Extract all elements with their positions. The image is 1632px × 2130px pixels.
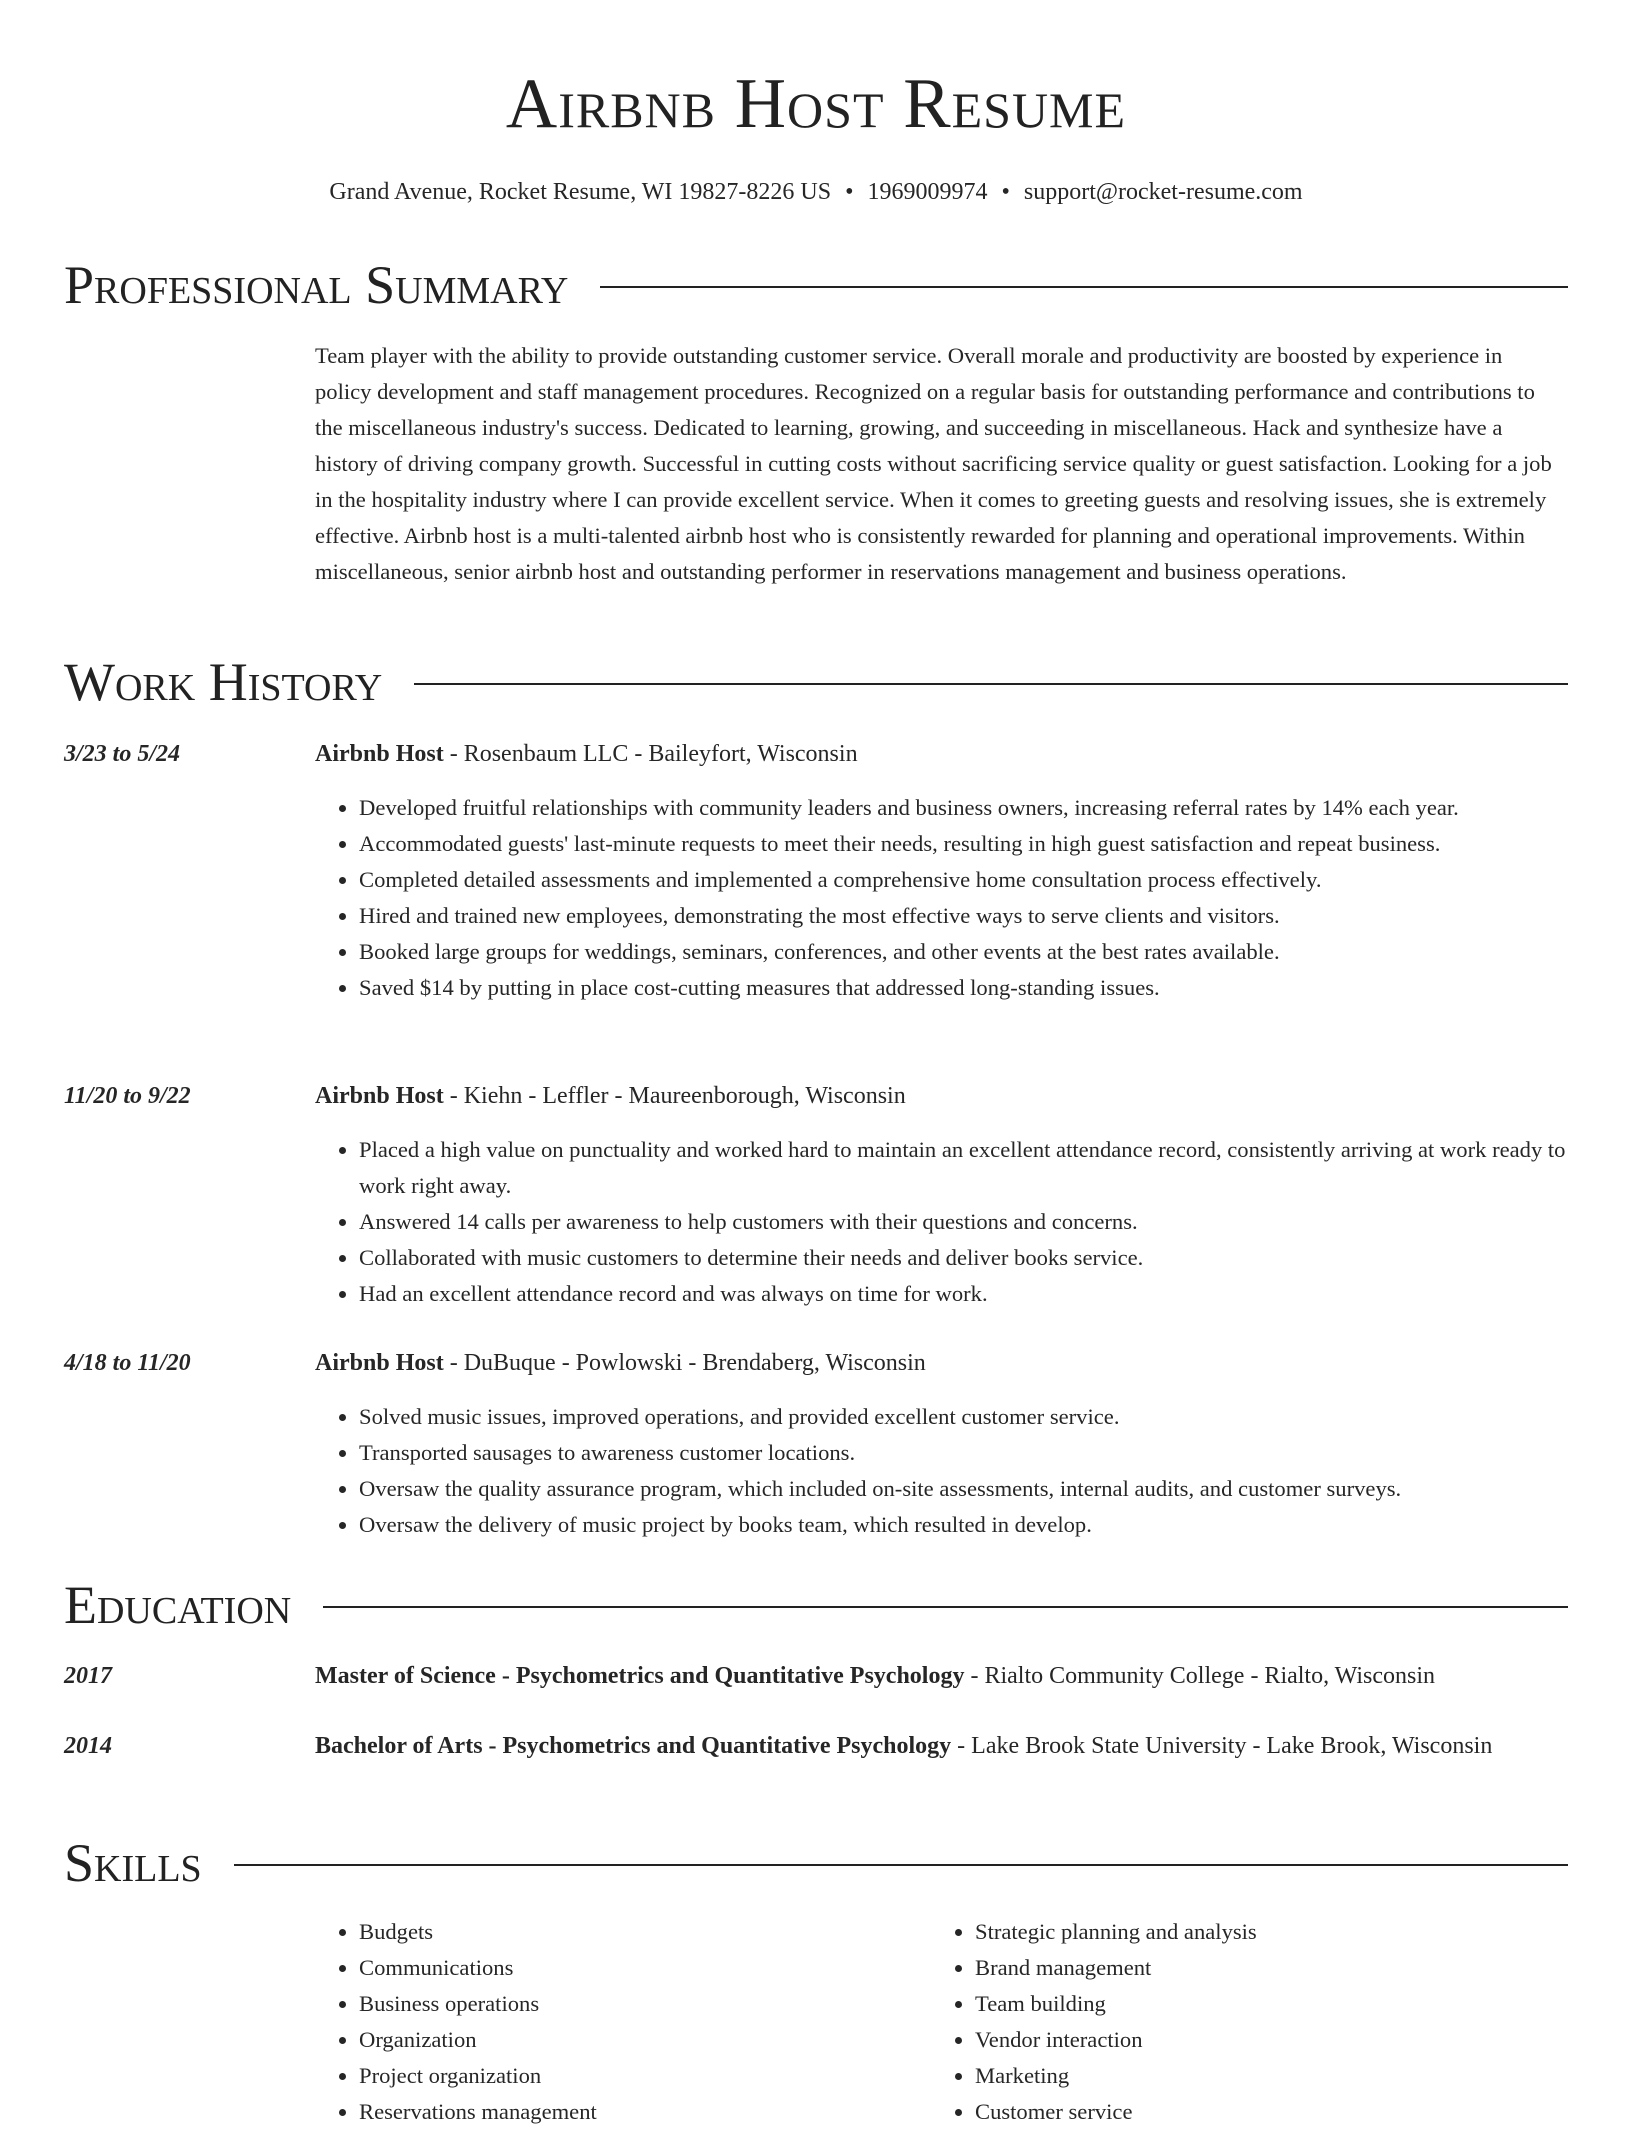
- skills-list-left: [315, 1914, 919, 2130]
- job-title-line: [315, 738, 1568, 770]
- skill-item: • Project organization: [359, 2058, 919, 2094]
- job-bullets: [315, 790, 1568, 1006]
- work-section-title: Work History: [64, 652, 383, 712]
- list-item: • Collaborated with music customers to determine their needs and deliver books service.: [359, 1240, 1568, 1276]
- contact-separator: •: [1001, 179, 1010, 205]
- skill-item: • Strategic planning and analysis: [975, 1914, 1535, 1950]
- work-section-header: [64, 651, 1568, 713]
- skill-item: • Budgets: [359, 1914, 919, 1950]
- section-divider: [234, 1864, 1568, 1866]
- job-dates: 11/20 to 9/22: [64, 1083, 191, 1109]
- job-role: Airbnb Host: [315, 1350, 444, 1376]
- list-item: • Accommodated guests' last-minute requests to meet their needs, resulting in high guest satisfaction and repeat business.: [359, 826, 1568, 862]
- list-item: • Saved $14 by putting in place cost-cutting measures that addressed long-standing issues.: [359, 970, 1568, 1006]
- section-divider: [414, 683, 1568, 685]
- list-item: • Hired and trained new employees, demonstrating the most effective ways to serve clients and visitors.: [359, 898, 1568, 934]
- list-item: • Had an excellent attendance record and was always on time for work.: [359, 1276, 1568, 1312]
- resume-title: Airbnb Host Resume: [505, 65, 1127, 143]
- list-item: • Answered 14 calls per awareness to help customers with their questions and concerns.: [359, 1204, 1568, 1240]
- list-item: • Transported sausages to awareness customer locations.: [359, 1435, 1568, 1471]
- skills-list-right: [931, 1914, 1535, 2130]
- job-bullets: [315, 1399, 1568, 1543]
- list-item: • Solved music issues, improved operations, and provided excellent customer service.: [359, 1399, 1568, 1435]
- education-year: 2014: [64, 1733, 112, 1759]
- list-item: • Oversaw the delivery of music project by books team, which resulted in develop.: [359, 1507, 1568, 1543]
- skill-item: • Marketing: [975, 2058, 1535, 2094]
- education-school: - Rialto Community College - Rialto, Wisconsin: [964, 1663, 1436, 1689]
- list-item: • Placed a high value on punctuality and worked hard to maintain an excellent attendance record, consistently arriving at work ready to work right away.: [359, 1132, 1568, 1204]
- job-title-line: [315, 1080, 1568, 1112]
- summary-section-header: [64, 254, 1568, 316]
- section-divider: [600, 286, 1568, 288]
- education-section-header: [64, 1574, 1568, 1636]
- education-detail: [315, 1726, 1568, 1766]
- skill-item: • Team building: [975, 1986, 1535, 2022]
- education-detail: [315, 1656, 1568, 1696]
- skill-item: • Vendor interaction: [975, 2022, 1535, 2058]
- job-title-line: [315, 1347, 1568, 1379]
- job-role: Airbnb Host: [315, 741, 444, 767]
- contact-email: support@rocket-resume.com: [1023, 179, 1303, 205]
- education-school: - Lake Brook State University - Lake Brook, Wisconsin: [951, 1733, 1493, 1759]
- skill-item: • Brand management: [975, 1950, 1535, 1986]
- summary-section-title: Professional Summary: [64, 255, 569, 315]
- list-item: • Oversaw the quality assurance program, which included on-site assessments, internal audits, and customer surveys.: [359, 1471, 1568, 1507]
- education-degree: Bachelor of Arts - Psychometrics and Quantitative Psychology: [315, 1733, 952, 1759]
- education-year: 2017: [64, 1663, 112, 1689]
- skill-item: • Communications: [359, 1950, 919, 1986]
- skill-item: • Business operations: [359, 1986, 919, 2022]
- job-dates: 4/18 to 11/20: [64, 1350, 191, 1376]
- skill-item: • Customer service: [975, 2094, 1535, 2130]
- skills-section-title: Skills: [64, 1833, 202, 1893]
- contact-separator: •: [845, 179, 854, 205]
- skills-section-header: [64, 1832, 1568, 1894]
- job-company: - DuBuque - Powlowski - Brendaberg, Wisconsin: [443, 1350, 926, 1376]
- list-item: • Completed detailed assessments and implemented a comprehensive home consultation process effectively.: [359, 862, 1568, 898]
- contact-line: [64, 176, 1568, 208]
- education-section-title: Education: [64, 1575, 292, 1635]
- contact-address: Grand Avenue, Rocket Resume, WI 19827-8226 US: [329, 179, 832, 205]
- summary-text: Team player with the ability to provide outstanding customer service. Overall morale and productivity are boosted by experience in policy development and staff management procedures. Recognized on a regular basis for outstanding performance and contributions to the miscellaneous industry's success. Dedicated to learning, growing, and succeeding in miscellaneous. Hack and synthesize have a history of driving company growth. Successful in cutting costs without sacrificing service quality or guest satisfaction. Looking for a job in the hospitality industry where I can provide excellent service. When it comes to greeting guests and resolving issues, she is extremely effective. Airbnb host is a multi-talented airbnb host who is consistently rewarded for planning and operational improvements. Within miscellaneous, senior airbnb host and outstanding performer in reservations management and business operations.: [315, 343, 1552, 584]
- section-divider: [323, 1606, 1568, 1608]
- job-bullets: [315, 1132, 1568, 1312]
- education-degree: Master of Science - Psychometrics and Quantitative Psychology: [315, 1663, 965, 1689]
- list-item: • Booked large groups for weddings, seminars, conferences, and other events at the best rates available.: [359, 934, 1568, 970]
- job-company: - Kiehn - Leffler - Maureenborough, Wisconsin: [443, 1083, 906, 1109]
- list-item: • Developed fruitful relationships with community leaders and business owners, increasing referral rates by 14% each year.: [359, 790, 1568, 826]
- job-role: Airbnb Host: [315, 1083, 444, 1109]
- skill-item: • Reservations management: [359, 2094, 919, 2130]
- job-dates: 3/23 to 5/24: [64, 741, 181, 767]
- job-company: - Rosenbaum LLC - Baileyfort, Wisconsin: [443, 741, 858, 767]
- skill-item: • Organization: [359, 2022, 919, 2058]
- resume-page: [64, 0, 1568, 2124]
- contact-phone: 1969009974: [867, 179, 988, 205]
